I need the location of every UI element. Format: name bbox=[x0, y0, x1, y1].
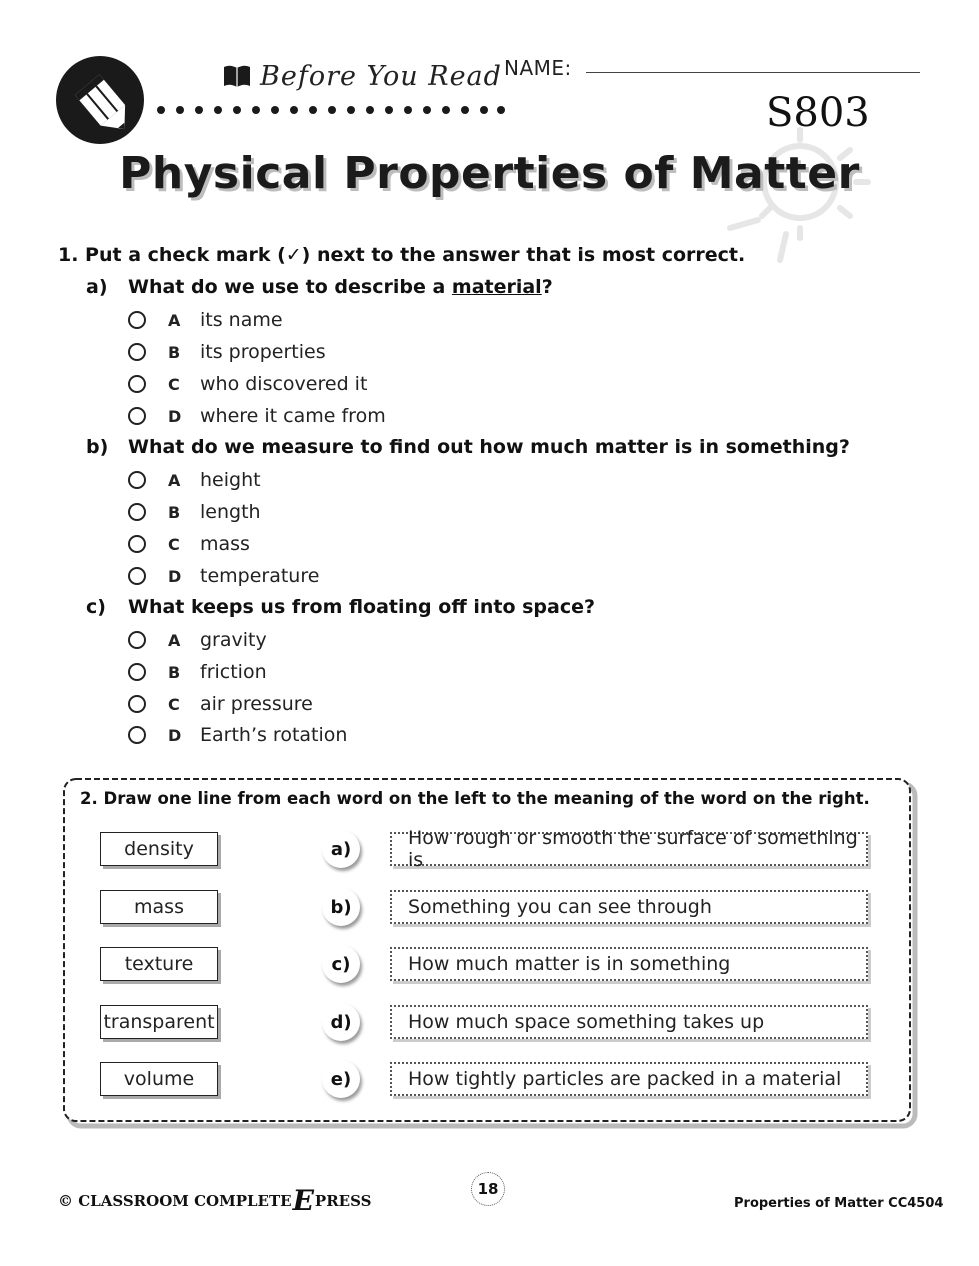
match-letter-e: e) bbox=[322, 1060, 360, 1098]
option-1a-D[interactable] bbox=[128, 404, 386, 428]
question-1c bbox=[86, 596, 595, 618]
question-1b-label: b) bbox=[86, 436, 109, 458]
question-1a bbox=[86, 276, 553, 298]
radio-circle[interactable] bbox=[128, 471, 146, 489]
match-definition-a[interactable]: How rough or smooth the surface of something is bbox=[390, 832, 868, 866]
option-letter: C bbox=[168, 374, 180, 394]
option-letter: D bbox=[168, 725, 182, 745]
match-letter-b: b) bbox=[322, 888, 360, 926]
option-1a-C[interactable] bbox=[128, 372, 367, 396]
option-1b-D[interactable] bbox=[128, 564, 319, 588]
radio-circle[interactable] bbox=[128, 567, 146, 585]
option-text: air pressure bbox=[200, 693, 313, 715]
radio-circle[interactable] bbox=[128, 375, 146, 393]
radio-circle[interactable] bbox=[128, 535, 146, 553]
question-1b-text: What do we measure to find out how much matter is in something? bbox=[128, 436, 850, 458]
option-text: where it came from bbox=[200, 405, 386, 427]
name-input-line[interactable] bbox=[586, 72, 920, 73]
section-label-text: Before You Read bbox=[260, 60, 502, 92]
question-1a-underlined: material bbox=[451, 276, 542, 298]
question-2-prompt: 2. Draw one line from each word on the left to the meaning of the word on the right. bbox=[80, 789, 870, 808]
option-text: Earth’s rotation bbox=[200, 724, 348, 746]
option-1c-C[interactable] bbox=[128, 692, 313, 716]
match-word-mass[interactable]: mass bbox=[100, 890, 218, 924]
option-letter: A bbox=[168, 470, 181, 490]
option-1c-A[interactable] bbox=[128, 628, 267, 652]
page-number: 18 bbox=[471, 1172, 505, 1206]
match-word-volume[interactable]: volume bbox=[100, 1062, 218, 1096]
option-text: mass bbox=[200, 533, 250, 555]
option-letter: D bbox=[168, 406, 182, 426]
option-text: who discovered it bbox=[200, 373, 368, 395]
section-label bbox=[222, 58, 502, 94]
question-1b bbox=[86, 436, 850, 458]
publisher-name: © CLASSROOM COMPLETE bbox=[58, 1191, 292, 1210]
option-text: gravity bbox=[200, 629, 267, 651]
option-1b-C[interactable] bbox=[128, 532, 250, 556]
option-1b-A[interactable] bbox=[128, 468, 261, 492]
question-1a-end: ? bbox=[541, 276, 553, 298]
publisher-press: PRESS bbox=[314, 1191, 372, 1210]
dotted-divider bbox=[156, 103, 506, 117]
option-letter: A bbox=[168, 630, 181, 650]
option-letter: B bbox=[168, 502, 181, 522]
match-word-density[interactable]: density bbox=[100, 832, 218, 866]
option-1a-B[interactable] bbox=[128, 340, 326, 364]
option-letter: B bbox=[168, 662, 181, 682]
question-1c-label: c) bbox=[86, 596, 106, 618]
radio-circle[interactable] bbox=[128, 311, 146, 329]
radio-circle[interactable] bbox=[128, 407, 146, 425]
radio-circle[interactable] bbox=[128, 695, 146, 713]
publisher-logo bbox=[58, 1184, 371, 1217]
question-1a-text: What do we use to describe a bbox=[128, 276, 452, 298]
match-definition-c[interactable]: How much matter is in something bbox=[390, 947, 868, 981]
name-label: NAME: bbox=[504, 56, 572, 80]
match-letter-a: a) bbox=[322, 830, 360, 868]
question-1-prompt: 1. Put a check mark (✓) next to the answer that is most correct. bbox=[58, 244, 746, 266]
option-letter: C bbox=[168, 694, 180, 714]
radio-circle[interactable] bbox=[128, 503, 146, 521]
option-1a-A[interactable] bbox=[128, 308, 283, 332]
match-definition-d[interactable]: How much space something takes up bbox=[390, 1005, 868, 1039]
pencil-badge bbox=[56, 56, 144, 144]
book-code: Properties of Matter CC4504 bbox=[734, 1196, 944, 1211]
publisher-e-mark: E bbox=[292, 1184, 314, 1217]
question-1c-text: What keeps us from floating off into space? bbox=[128, 596, 596, 618]
match-word-transparent[interactable]: transparent bbox=[100, 1005, 218, 1039]
radio-circle[interactable] bbox=[128, 663, 146, 681]
match-letter-d: d) bbox=[322, 1003, 360, 1041]
option-letter: A bbox=[168, 310, 181, 330]
option-text: friction bbox=[200, 661, 267, 683]
match-definition-b[interactable]: Something you can see through bbox=[390, 890, 868, 924]
option-text: its properties bbox=[200, 341, 326, 363]
option-text: temperature bbox=[200, 565, 320, 587]
option-1b-B[interactable] bbox=[128, 500, 261, 524]
option-letter: C bbox=[168, 534, 180, 554]
match-definition-e[interactable]: How tightly particles are packed in a material bbox=[390, 1062, 868, 1096]
match-word-texture[interactable]: texture bbox=[100, 947, 218, 981]
option-letter: D bbox=[168, 566, 182, 586]
radio-circle[interactable] bbox=[128, 631, 146, 649]
pencil-icon bbox=[56, 56, 144, 144]
option-1c-B[interactable] bbox=[128, 660, 267, 684]
option-letter: B bbox=[168, 342, 181, 362]
option-text: height bbox=[200, 469, 261, 491]
open-book-icon bbox=[222, 63, 252, 89]
option-text: its name bbox=[200, 309, 283, 331]
worksheet-code: S803 bbox=[766, 90, 870, 136]
option-text: length bbox=[200, 501, 261, 523]
option-1c-D[interactable] bbox=[128, 723, 347, 747]
question-1a-label: a) bbox=[86, 276, 108, 298]
match-letter-c: c) bbox=[322, 945, 360, 983]
radio-circle[interactable] bbox=[128, 726, 146, 744]
radio-circle[interactable] bbox=[128, 343, 146, 361]
page-title: Physical Properties of Matter bbox=[119, 148, 860, 199]
